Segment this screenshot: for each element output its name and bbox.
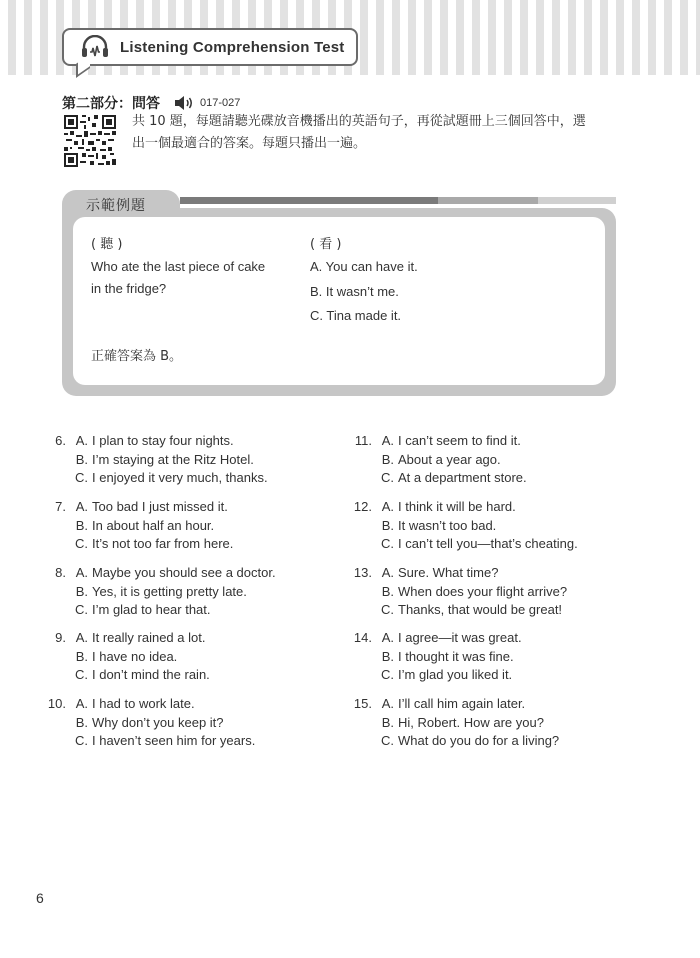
- example-answer: 正確答案為 B。: [91, 349, 183, 364]
- example-question: Who ate the last piece of cake: [91, 259, 266, 274]
- option-text: Yes, it is getting pretty late.: [92, 583, 247, 599]
- option-letter: C.: [75, 470, 88, 485]
- option-letter: B.: [381, 714, 394, 730]
- option-letter: A.: [381, 696, 394, 711]
- example-option: A. You can have it.: [310, 259, 418, 274]
- option-letter: A.: [75, 630, 88, 645]
- option-letter: C.: [381, 667, 394, 682]
- question-13: [348, 564, 567, 620]
- example-content: [73, 217, 605, 385]
- page-number: 6: [36, 890, 44, 906]
- option-text: Why don’t you keep it?: [92, 714, 224, 730]
- question-number: 6.: [55, 433, 66, 448]
- option-text: I’m glad to hear that.: [92, 602, 211, 617]
- question-15: [348, 695, 559, 751]
- option-letter: B.: [75, 648, 88, 664]
- option-letter: B.: [381, 451, 394, 467]
- option-letter: A.: [381, 499, 394, 514]
- option-letter: C.: [381, 536, 394, 551]
- option-letter: A.: [381, 630, 394, 645]
- option-text: In about half an hour.: [92, 517, 215, 533]
- listen-label: ( 聽 ): [91, 237, 123, 252]
- decor-bar: [180, 197, 438, 204]
- option-text: Maybe you should see a doctor.: [92, 565, 276, 580]
- question-number: 13.: [353, 565, 372, 580]
- question-9: [42, 629, 210, 685]
- option-text: I’ll call him again later.: [398, 696, 526, 711]
- option-text: I agree—it was great.: [398, 630, 522, 645]
- title-badge: [62, 28, 358, 66]
- instruction-line: 出一個最適合的答案。每題只播出一遍。: [132, 136, 367, 151]
- option-letter: C.: [75, 602, 88, 617]
- option-text: I enjoyed it very much, thanks.: [92, 470, 268, 485]
- option-text: I’m glad you liked it.: [398, 667, 513, 682]
- option-letter: B.: [381, 648, 394, 664]
- look-label: ( 看 ): [310, 237, 342, 252]
- option-text: I had to work late.: [92, 696, 195, 711]
- question-number: 11.: [354, 433, 372, 448]
- speaker-icon[interactable]: [174, 95, 194, 111]
- option-letter: B.: [381, 583, 394, 599]
- option-letter: A.: [75, 565, 88, 580]
- question-12: [348, 498, 578, 554]
- option-letter: A.: [75, 433, 88, 448]
- option-text: When does your flight arrive?: [398, 583, 568, 599]
- option-text: I’m staying at the Ritz Hotel.: [92, 451, 254, 467]
- option-text: What do you do for a living?: [398, 733, 560, 748]
- option-letter: A.: [381, 433, 394, 448]
- option-text: About a year ago.: [398, 451, 501, 467]
- option-text: Sure. What time?: [398, 565, 499, 580]
- option-text: I think it will be hard.: [398, 499, 516, 514]
- qr-code[interactable]: [64, 115, 116, 167]
- example-option: B. It wasn’t me.: [310, 284, 399, 299]
- section-header: [62, 93, 240, 113]
- question-number: 8.: [55, 565, 66, 580]
- question-6: [42, 432, 268, 488]
- example-option: C. Tina made it.: [310, 308, 402, 323]
- section-title: 第二部分：問答: [62, 96, 160, 112]
- question-number: 14.: [353, 630, 372, 645]
- question-8: [42, 564, 276, 620]
- question-number: 15.: [353, 696, 372, 711]
- option-letter: C.: [75, 536, 88, 551]
- option-letter: B.: [75, 714, 88, 730]
- example-question: in the fridge?: [91, 281, 167, 296]
- option-text: Too bad I just missed it.: [92, 499, 228, 514]
- option-text: I can’t seem to find it.: [398, 433, 521, 448]
- option-letter: B.: [381, 517, 394, 533]
- option-letter: C.: [381, 470, 394, 485]
- option-text: I have no idea.: [92, 648, 178, 664]
- question-11: [348, 432, 527, 488]
- option-text: I haven’t seen him for years.: [92, 733, 256, 748]
- headphones-icon: [80, 35, 110, 59]
- option-text: It wasn’t too bad.: [398, 517, 497, 533]
- option-text: I thought it was fine.: [398, 648, 514, 664]
- decor-bar: [538, 197, 616, 204]
- option-letter: B.: [75, 451, 88, 467]
- question-number: 7.: [55, 499, 66, 514]
- option-text: I can’t tell you—that’s cheating.: [398, 536, 578, 551]
- question-14: [348, 629, 522, 685]
- example-tab: 示範例題: [62, 190, 180, 220]
- question-10: [42, 695, 255, 751]
- option-text: Hi, Robert. How are you?: [398, 714, 544, 730]
- decor-bar: [438, 197, 538, 204]
- question-number: 9.: [55, 630, 66, 645]
- question-number: 10.: [47, 696, 66, 711]
- option-letter: A.: [75, 696, 88, 711]
- option-letter: C.: [381, 602, 394, 617]
- option-letter: C.: [75, 733, 88, 748]
- option-text: I don’t mind the rain.: [92, 667, 210, 682]
- question-number: 12.: [353, 499, 372, 514]
- option-letter: B.: [75, 517, 88, 533]
- example-box: [62, 190, 616, 396]
- option-text: At a department store.: [398, 470, 527, 485]
- question-7: [42, 498, 233, 554]
- option-letter: C.: [75, 667, 88, 682]
- instruction-line: 共 10 題，每題請聽光碟放音機播出的英語句子，再從試題冊上三個回答中，選: [132, 114, 586, 129]
- page-title: Listening Comprehension Test: [120, 38, 345, 56]
- option-text: It’s not too far from here.: [92, 536, 234, 551]
- option-text: Thanks, that would be great!: [398, 602, 563, 617]
- option-letter: C.: [381, 733, 394, 748]
- option-text: I plan to stay four nights.: [92, 433, 234, 448]
- option-letter: B.: [75, 583, 88, 599]
- option-letter: A.: [381, 565, 394, 580]
- track-number: 017-027: [200, 97, 241, 109]
- option-text: It really rained a lot.: [92, 630, 206, 645]
- instructions: [132, 111, 632, 155]
- option-letter: A.: [75, 499, 88, 514]
